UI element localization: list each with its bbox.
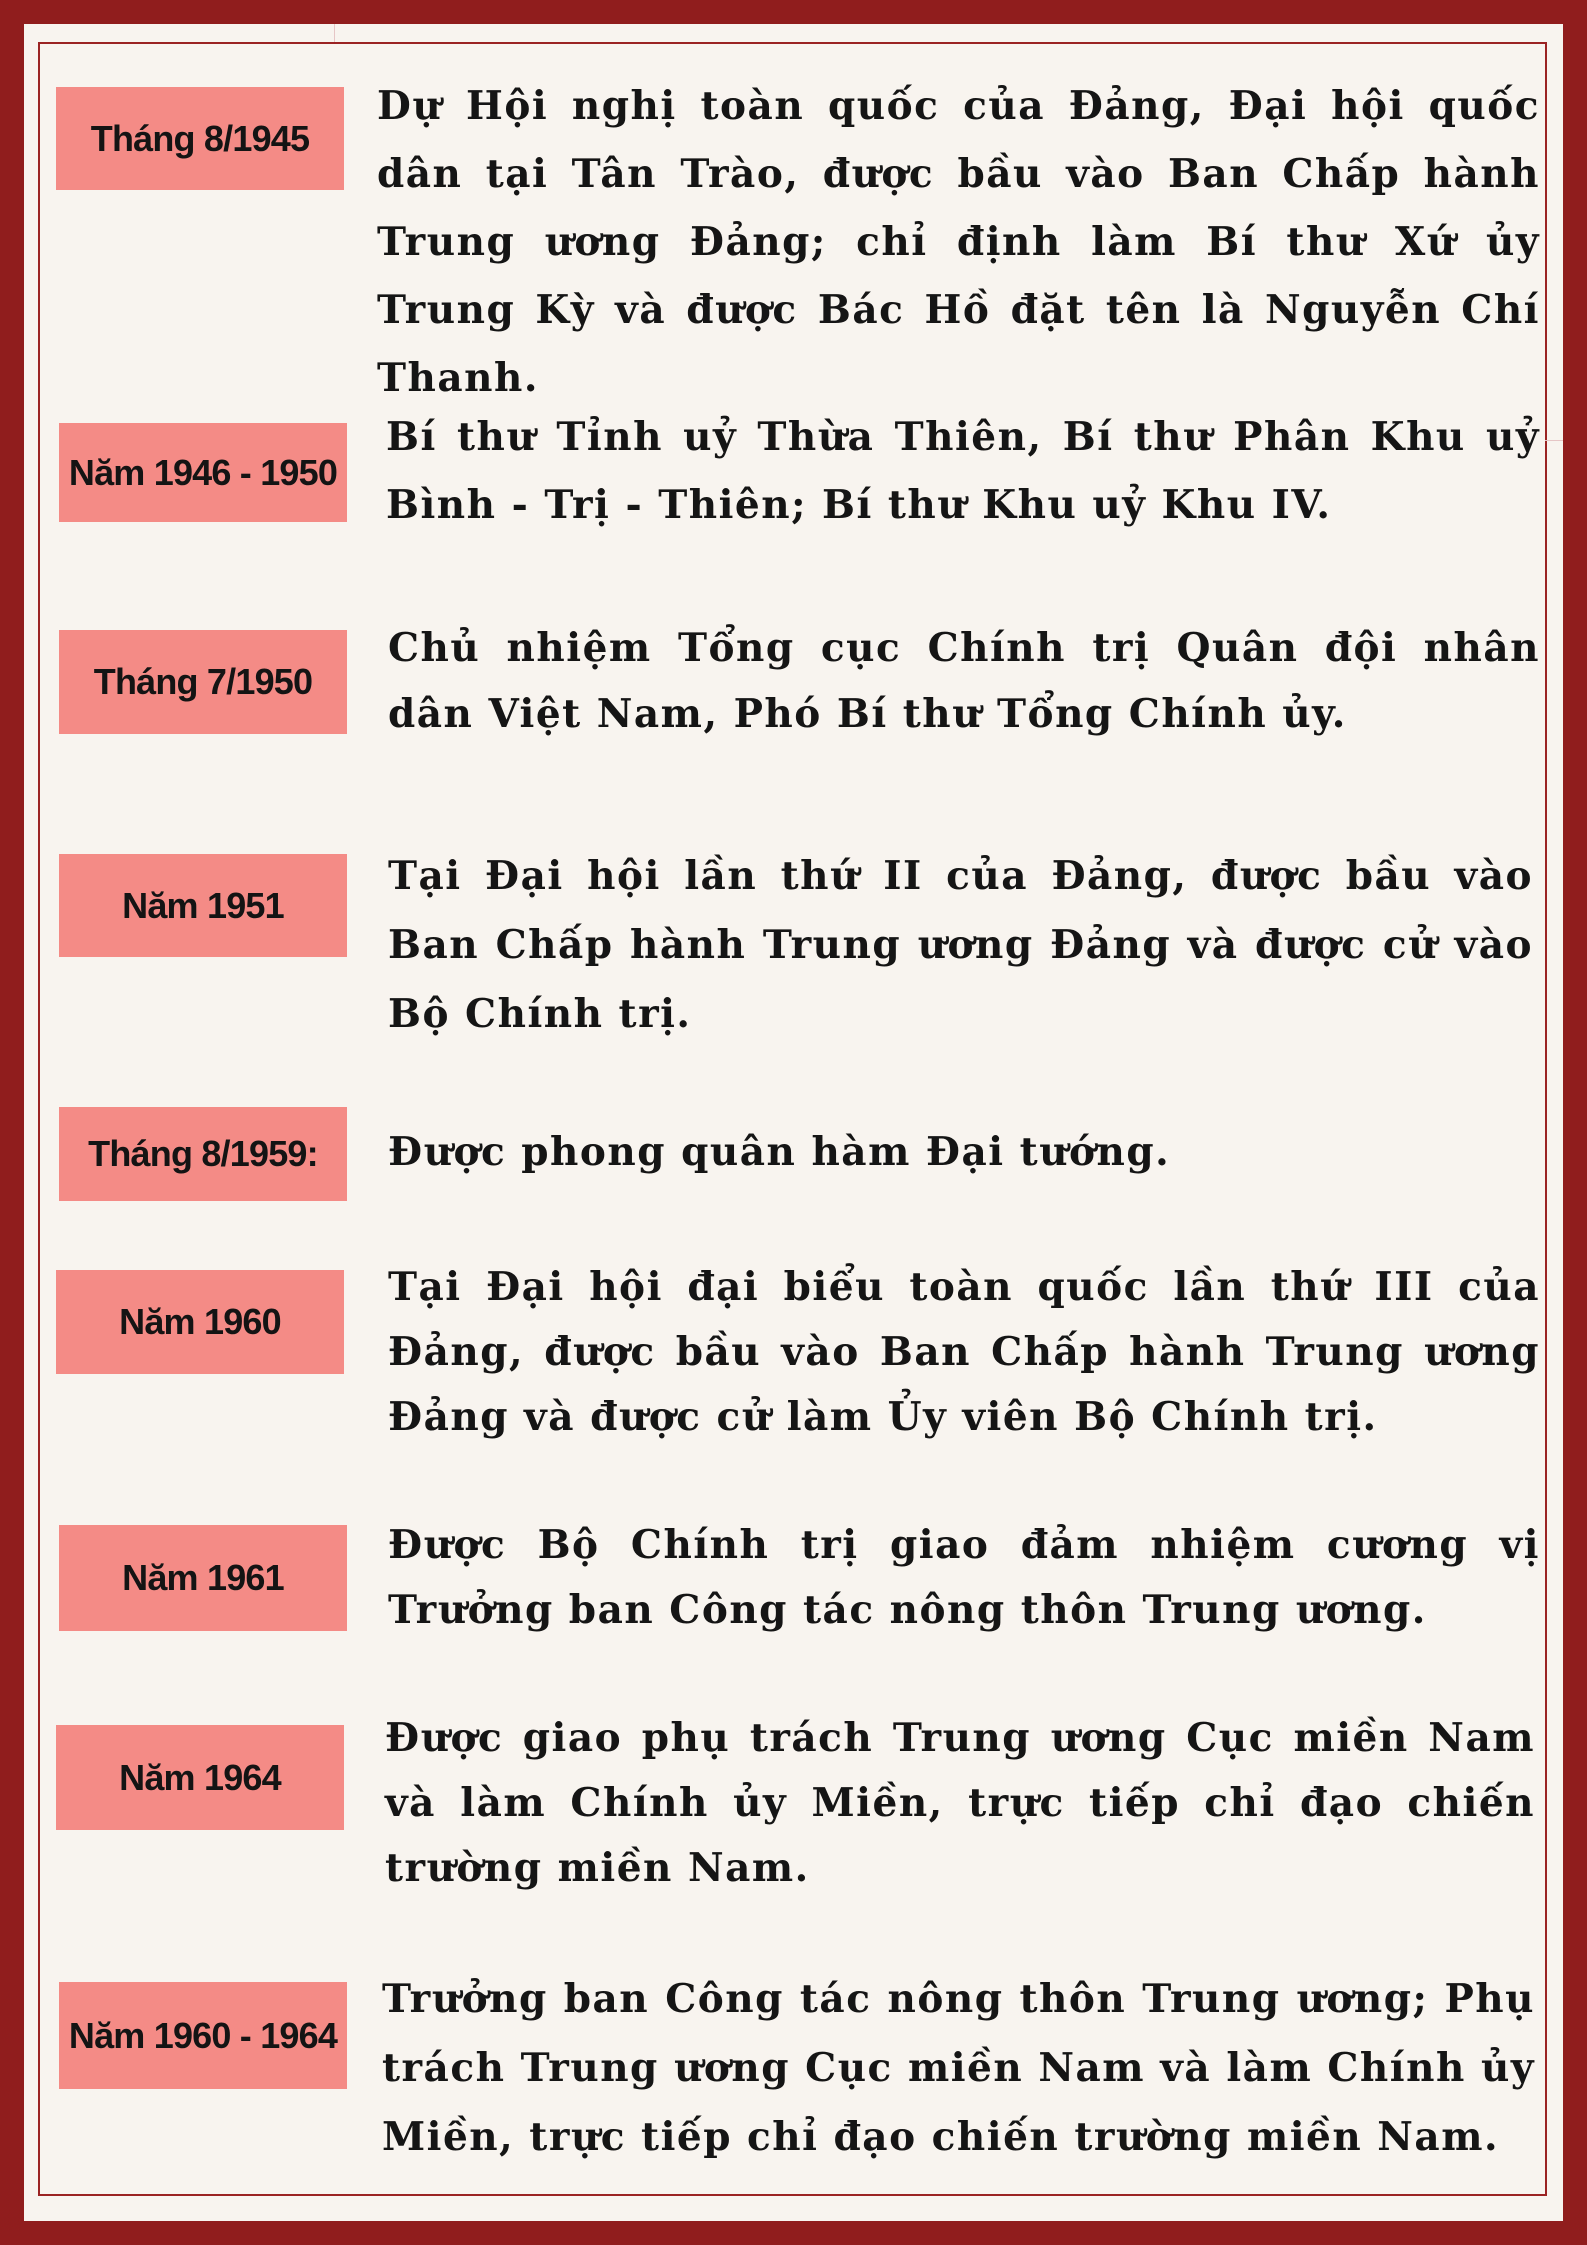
guide-line-vertical (334, 24, 335, 42)
timeline-description: Bí thư Tỉnh uỷ Thừa Thiên, Bí thư Phân Khu uỷ Bình - Trị - Thiên; Bí thư Khu uỷ Khu IV. (386, 414, 1540, 528)
timeline-description: Dự Hội nghị toàn quốc của Đảng, Đại hội quốc dân tại Tân Trào, được bầu vào Ban Chấp hành Trung ương Đảng; chỉ định làm Bí thư Xứ ủy Trung Kỳ và được Bác Hồ đặt tên là Nguyễn Chí Thanh. (377, 83, 1540, 401)
timeline-date-badge: Năm 1951 (59, 854, 347, 957)
timeline-date-badge: Tháng 8/1959: (59, 1107, 347, 1201)
guide-line-horizontal (1545, 440, 1563, 441)
timeline-description: Tại Đại hội lần thứ II của Đảng, được bầu vào Ban Chấp hành Trung ương Đảng và được cử vào Bộ Chính trị. (388, 853, 1533, 1037)
timeline-date-badge: Năm 1946 - 1950 (59, 423, 347, 522)
timeline-date-badge: Năm 1960 (56, 1270, 344, 1374)
timeline-date-badge: Năm 1964 (56, 1725, 344, 1830)
timeline-description: Được phong quân hàm Đại tướng. (388, 1129, 1171, 1175)
timeline-date-badge: Tháng 8/1945 (56, 87, 344, 190)
timeline-description: Chủ nhiệm Tổng cục Chính trị Quân đội nhân dân Việt Nam, Phó Bí thư Tổng Chính ủy. (388, 625, 1540, 737)
timeline-date-badge: Năm 1961 (59, 1525, 347, 1631)
timeline-description: Được Bộ Chính trị giao đảm nhiệm cương vị Trưởng ban Công tác nông thôn Trung ương. (388, 1522, 1540, 1633)
timeline-description: Trưởng ban Công tác nông thôn Trung ương; Phụ trách Trung ương Cục miền Nam và làm Chính ủy Miền, trực tiếp chỉ đạo chiến trường miền Nam. (382, 1976, 1535, 2160)
timeline-description: Được giao phụ trách Trung ương Cục miền Nam và làm Chính ủy Miền, trực tiếp chỉ đạo chiến trường miền Nam. (385, 1715, 1535, 1891)
timeline-date-badge: Năm 1960 - 1964 (59, 1982, 347, 2089)
timeline-date-badge: Tháng 7/1950 (59, 630, 347, 734)
timeline-description: Tại Đại hội đại biểu toàn quốc lần thứ III của Đảng, được bầu vào Ban Chấp hành Trung ương Đảng và được cử làm Ủy viên Bộ Chính trị. (388, 1264, 1540, 1440)
